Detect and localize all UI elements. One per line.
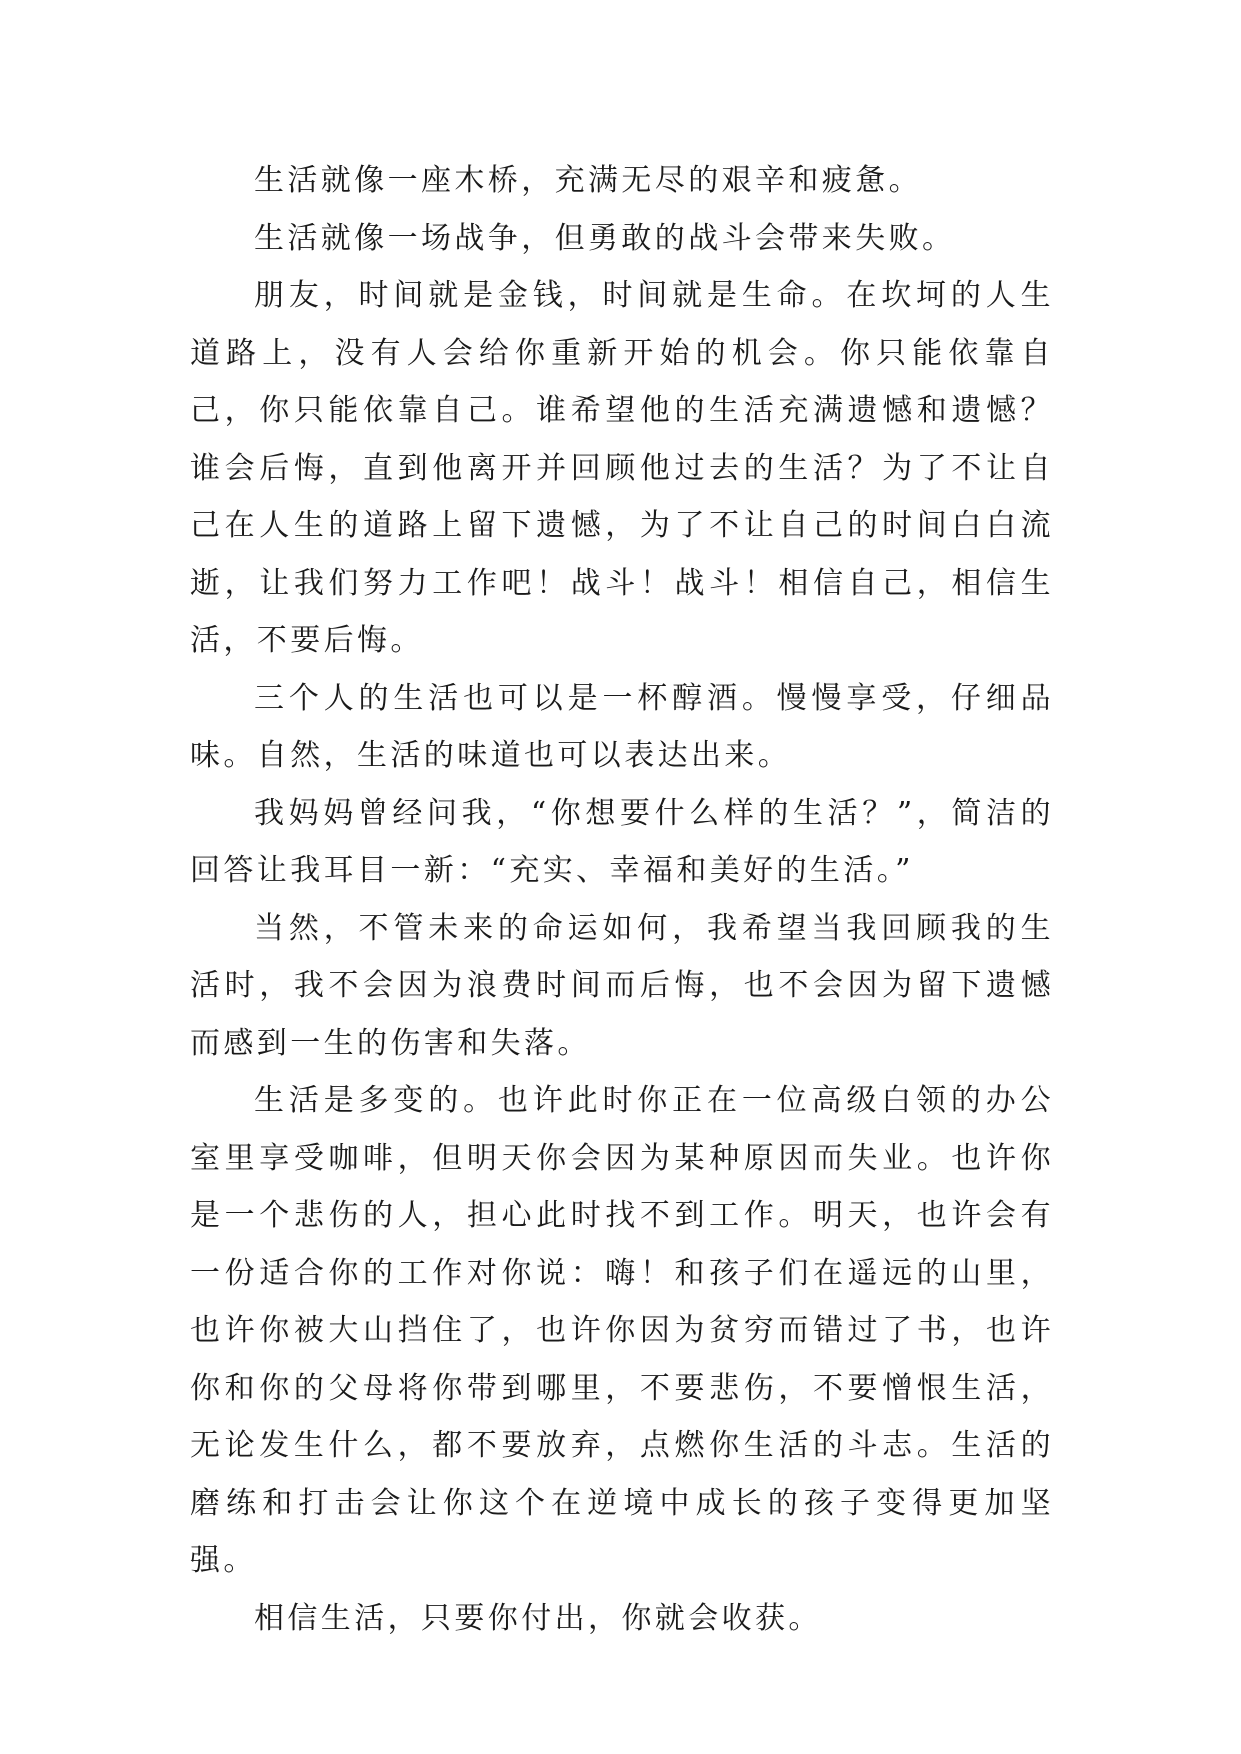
paragraph: 朋友，时间就是金钱，时间就是生命。在坎坷的人生道路上，没有人会给你重新开始的机会。你只能依靠自己，你只能依靠自己。谁希望他的生活充满遗憾和遗憾？谁会后悔，直到他离开并回顾他过去的生活？为了不让自己在人生的道路上留下遗憾，为了不让自己的时间白白流逝，让我们努力工作吧！战斗！战斗！相信自己，相信生活，不要后悔。 [190, 278, 1054, 658]
paragraph: 三个人的生活也可以是一杯醇酒。慢慢享受，仔细品味。自然，生活的味道也可以表达出来。 [190, 680, 1054, 773]
paragraph: 当然，不管未来的命运如何，我希望当我回顾我的生活时，我不会因为浪费时间而后悔，也不会因为留下遗憾而感到一生的伤害和失落。 [190, 910, 1054, 1061]
paragraph: 相信生活，只要你付出，你就会收获。 [254, 1600, 822, 1636]
paragraph: 生活就像一座木桥，充满无尽的艰辛和疲惫。 [254, 163, 922, 198]
document-page [190, 152, 1054, 1647]
paragraph: 生活是多变的。也许此时你正在一位高级白领的办公室里享受咖啡，但明天你会因为某种原因而失业。也许你是一个悲伤的人，担心此时找不到工作。明天，也许会有一份适合你的工作对你说：嗨！和孩子们在遥远的山里，也许你被大山挡住了，也许你因为贫穷而错过了书，也许你和你的父母将你带到哪里，不要悲伤，不要憎恨生活，无论发生什么，都不要放弃，点燃你生活的斗志。生活的磨练和打击会让你这个在逆境中成长的孩子变得更加坚强。 [190, 1083, 1054, 1578]
paragraph: 生活就像一场战争，但勇敢的战斗会带来失败。 [254, 220, 956, 256]
paragraph: 我妈妈曾经问我，“你想要什么样的生活？”，简洁的回答让我耳目一新：“充实、幸福和美好的生活。” [190, 795, 1054, 888]
